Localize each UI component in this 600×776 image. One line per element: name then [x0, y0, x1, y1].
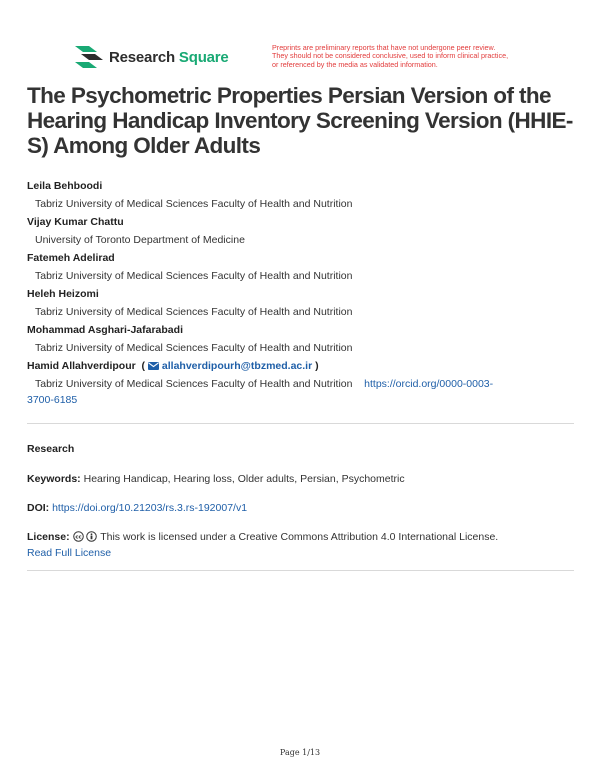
author-affiliation: Tabriz University of Medical Sciences Faculty of Health and Nutrition: [35, 306, 353, 318]
author-entry: [27, 321, 577, 357]
author-entry: [27, 177, 577, 213]
doi-label: DOI:: [27, 502, 50, 514]
author-name: Leila Behboodi: [27, 180, 103, 192]
attribution-icon: [86, 531, 97, 542]
page-number: Page 1/13: [279, 748, 321, 757]
author-entry: [27, 285, 577, 321]
research-square-logo-icon: [75, 46, 103, 68]
divider: [27, 423, 574, 424]
license-text: This work is licensed under a Creative Commons Attribution 4.0 International License.: [100, 531, 499, 543]
author-email-link[interactable]: allahverdipourh@tbzmed.ac.ir: [161, 360, 313, 372]
orcid-link-continued[interactable]: 3700-6185: [27, 394, 78, 406]
doi-row: [27, 500, 577, 516]
keywords-value: Hearing Handicap, Hearing loss, Older adults, Persian, Psychometric: [83, 473, 405, 485]
keywords-label: Keywords:: [27, 473, 81, 485]
author-affiliation: Tabriz University of Medical Sciences Faculty of Health and Nutrition: [35, 378, 353, 390]
research-square-logo[interactable]: [75, 46, 229, 68]
divider: [27, 570, 574, 571]
author-affiliation: Tabriz University of Medical Sciences Faculty of Health and Nutrition: [35, 342, 353, 354]
author-entry: [27, 213, 577, 249]
orcid-link[interactable]: https://orcid.org/0000-0003-: [364, 378, 494, 390]
article-type: Research: [27, 443, 75, 455]
license-row: [27, 529, 577, 561]
author-name: Fatemeh Adelirad: [27, 252, 115, 264]
corresponding-author: Hamid Allahverdipour ( allahverdipourh@tbzmed.ac.ir ) Tabriz University of Medical Sciences Faculty of Health and Nutrition https://orcid.org/0000-0003- 3700-6185: [27, 357, 577, 407]
author-name: Hamid Allahverdipour: [27, 360, 136, 372]
preprint-notice: Preprints are preliminary reports that have not undergone peer review. They should not be considered conclusive, used to inform clinical practice, or referenced by the media as validated information.: [272, 43, 509, 69]
author-name: Mohammad Asghari-Jafarabadi: [27, 324, 183, 336]
author-list: [27, 177, 577, 407]
author-affiliation: University of Toronto Department of Medicine: [35, 234, 245, 246]
creative-commons-icon: [73, 531, 84, 542]
license-label: License:: [27, 531, 70, 543]
author-affiliation: Tabriz University of Medical Sciences Faculty of Health and Nutrition: [35, 270, 353, 282]
author-name: Vijay Kumar Chattu: [27, 216, 124, 228]
read-full-license-link[interactable]: Read Full License: [27, 547, 112, 559]
paper-title: The Psychometric Properties Persian Version of the Hearing Handicap Inventory Screening Version (HHIE-S) Among Older Adults: [27, 83, 573, 158]
author-affiliation: Tabriz University of Medical Sciences Faculty of Health and Nutrition: [35, 198, 353, 210]
author-name: Heleh Heizomi: [27, 288, 99, 300]
svg-text:cc: cc: [74, 534, 82, 541]
author-entry: [27, 249, 577, 285]
mail-icon: [148, 362, 159, 370]
brand-name: Research Square: [109, 48, 229, 66]
doi-link[interactable]: https://doi.org/10.21203/rs.3.rs-192007/v1: [52, 502, 248, 514]
keywords-row: [27, 471, 577, 487]
